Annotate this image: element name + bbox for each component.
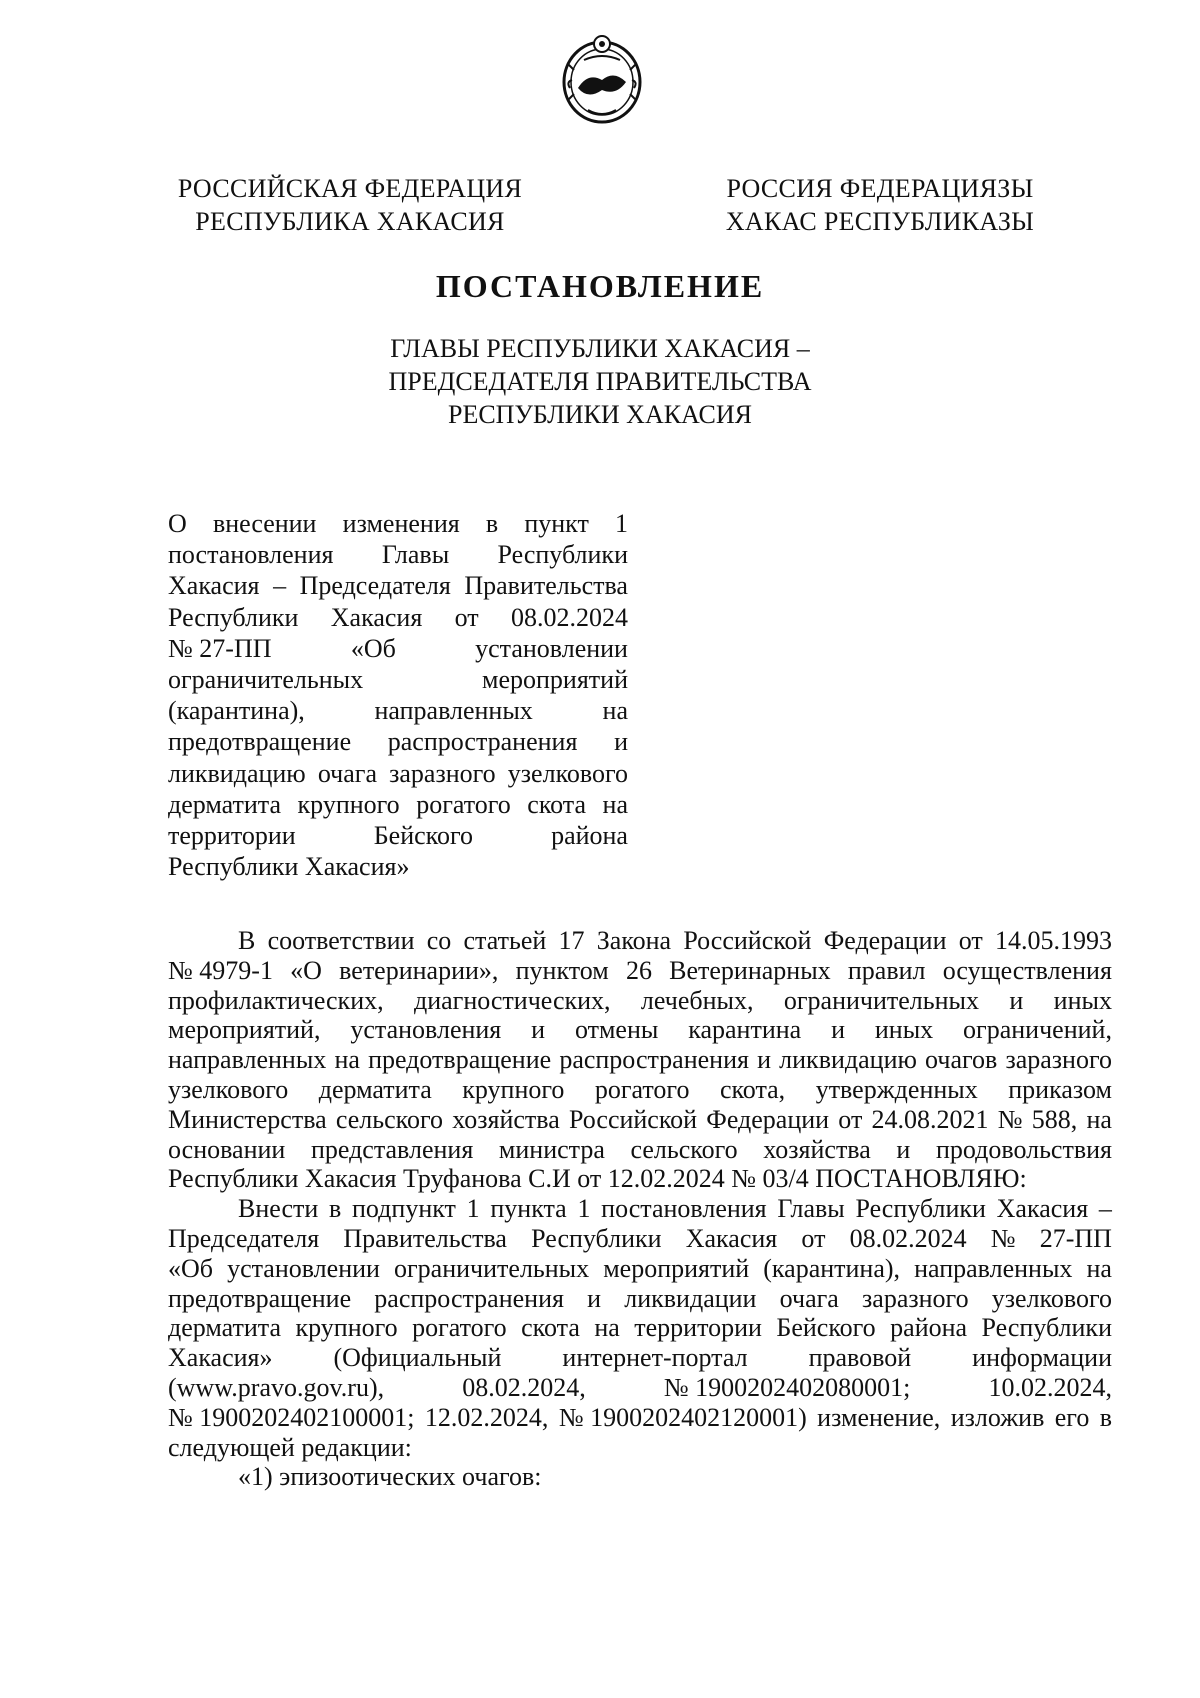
word: иных [874, 1015, 934, 1045]
word: в [1099, 1402, 1112, 1432]
word: заразного [862, 1283, 969, 1313]
text-line [168, 1105, 1112, 1135]
header-russian [150, 172, 550, 238]
word: 10.02.2024, [988, 1372, 1112, 1402]
text-line [168, 1045, 1112, 1075]
word: 08.02.2024 [510, 602, 628, 632]
word: от [958, 926, 983, 955]
text-line [168, 664, 628, 695]
word: изложив [950, 1402, 1045, 1432]
word: заразного [1005, 1045, 1112, 1075]
word: – [273, 571, 287, 601]
word: установления [350, 1015, 502, 1045]
word: ограничений, [963, 1015, 1112, 1045]
word: дерматита [168, 789, 282, 819]
word: интернет-портал [562, 1343, 748, 1373]
word: Ветеринарных [669, 955, 831, 985]
word: на [602, 696, 628, 726]
word: Председателя [168, 1223, 320, 1253]
word: Внести [238, 1194, 319, 1224]
text-line [168, 986, 1112, 1016]
word: Республики Хакасия Труфанова С.И от 12.02.2024 № 03/4 ПОСТАНОВЛЯЮ: [168, 1164, 1027, 1194]
word: министра [498, 1134, 605, 1164]
word: Республики [497, 540, 628, 570]
word: иных [1053, 985, 1112, 1015]
word: Главы [777, 1194, 845, 1224]
word: 1 [615, 509, 628, 538]
word: ограничительных [783, 985, 980, 1015]
word: узелкового [507, 758, 628, 788]
word: 08.02.2024 [849, 1223, 967, 1253]
word: мероприятий [482, 665, 628, 695]
word: 27-ПП [1039, 1223, 1112, 1253]
word: очага [779, 1283, 839, 1313]
word: диагностических, [413, 985, 611, 1015]
word: Федерации [706, 1104, 830, 1134]
word: Хакасия [330, 602, 423, 632]
word: 17 [558, 926, 585, 955]
word: предотвращение [168, 727, 352, 757]
word: скота [527, 789, 587, 819]
word: (карантина), [168, 696, 305, 726]
word: в [485, 509, 499, 538]
word: хозяйства [452, 1104, 560, 1134]
word: крупного [295, 1313, 398, 1343]
word: на [334, 1045, 360, 1075]
word: № [997, 1104, 1023, 1134]
word: на [602, 789, 628, 819]
word: распространения [374, 1283, 564, 1313]
word: крупного [297, 789, 400, 819]
word: и [1009, 985, 1024, 1015]
text-line [168, 758, 628, 789]
authority-line: ПРЕДСЕДАТЕЛЯ ПРАВИТЕЛЬСТВА [388, 367, 812, 396]
word: пунктом [515, 955, 609, 985]
text-line [168, 851, 628, 882]
word: подпункт [352, 1194, 456, 1224]
word: Республики Хакасия» [168, 852, 410, 882]
word: основании [168, 1134, 286, 1164]
word: 24.08.2021 [871, 1104, 989, 1134]
text-line [168, 1433, 1112, 1463]
word: Председателя [299, 571, 451, 601]
text-line [168, 1462, 1112, 1492]
word: пункт [524, 509, 589, 538]
word: дерматита [318, 1074, 432, 1104]
word: и [831, 1015, 845, 1045]
word: предотвращение [368, 1045, 552, 1075]
word: В [238, 926, 256, 955]
word: представления [310, 1134, 474, 1164]
word: внесении [212, 509, 317, 538]
header-left-line: РЕСПУБЛИКА ХАКАСИЯ [195, 207, 505, 236]
word: Республики [531, 1223, 662, 1253]
text-line [168, 1224, 1112, 1254]
word: № 1900202402120001) [558, 1402, 807, 1432]
word: территории [168, 821, 296, 851]
word: Российской [568, 1104, 698, 1134]
word: лечебных, [640, 985, 754, 1015]
word: крупного [462, 1074, 565, 1104]
word: на [594, 1313, 620, 1343]
word: и [531, 1015, 546, 1045]
word: 12.02.2024, [424, 1402, 549, 1432]
word: района [890, 1313, 968, 1343]
word: и [896, 1134, 911, 1164]
word: Правительства [343, 1223, 507, 1253]
word: хозяйства [763, 1134, 871, 1164]
word: ветеринарии», [339, 955, 499, 985]
word: правовой [808, 1343, 912, 1373]
text-line [168, 1194, 1112, 1224]
word: мероприятий, [168, 1015, 321, 1045]
text-line [168, 1313, 1112, 1343]
word: направленных [914, 1253, 1073, 1283]
word: 588, [1031, 1104, 1078, 1134]
word: узелкового [991, 1283, 1112, 1313]
word: установлении [475, 633, 628, 663]
word: Хакасия [685, 1223, 778, 1253]
text-line [168, 633, 628, 664]
word: на [1086, 1253, 1112, 1283]
word: рогатого [416, 789, 511, 819]
word: «Об [350, 633, 396, 663]
word: со [426, 926, 452, 955]
word: ограничительных [168, 665, 364, 695]
word: установлении [227, 1253, 380, 1283]
text-line [168, 1343, 1112, 1373]
word: Закона [596, 926, 672, 955]
word: направленных [168, 1045, 327, 1075]
word: «О [290, 955, 322, 985]
word: 1 [577, 1194, 591, 1224]
word: района [551, 821, 628, 851]
word: отмены [574, 1015, 659, 1045]
word: № 1900202402080001; [663, 1372, 911, 1402]
word: мероприятий [603, 1253, 750, 1283]
word: скота, [719, 1074, 786, 1104]
authority-line: ГЛАВЫ РЕСПУБЛИКИ ХАКАСИЯ – [390, 334, 810, 363]
word: его [1054, 1402, 1090, 1432]
word: очагов [925, 1045, 998, 1075]
text-line [168, 1373, 1112, 1403]
word: заразного [389, 758, 496, 788]
word: 08.02.2024, [462, 1372, 586, 1402]
word: осуществления [942, 955, 1112, 985]
word: изменение, [817, 1402, 941, 1432]
word: продовольствия [935, 1134, 1112, 1164]
word: на [1086, 1104, 1112, 1134]
header-khakas [680, 172, 1080, 238]
word: информации [972, 1343, 1112, 1373]
header-right-line: РОССИЯ ФЕДЕРАЦИЯЗЫ [726, 174, 1034, 203]
word: Хакасия» [168, 1343, 273, 1373]
text-line [168, 539, 628, 570]
text-line [168, 1135, 1112, 1165]
word: Главы [381, 540, 450, 570]
word: (www.pravo.gov.ru), [168, 1372, 385, 1402]
word: территории [634, 1313, 762, 1343]
word: распространения [559, 1045, 749, 1075]
word: «1) эпизоотических очагов: [238, 1462, 542, 1492]
word: правил [847, 955, 926, 985]
word: от [454, 602, 479, 632]
text-line [168, 602, 628, 633]
coat-of-arms-emblem [558, 30, 646, 126]
word: рогатого [412, 1313, 507, 1343]
text-line [168, 1403, 1112, 1433]
text-line [168, 1015, 1112, 1045]
word: от [838, 1104, 863, 1134]
text-line [168, 1075, 1112, 1105]
word: Бейского [776, 1313, 876, 1343]
word: постановления [168, 540, 334, 570]
word: карантина [688, 1015, 802, 1045]
word: (Официальный [333, 1343, 502, 1373]
word: скота [521, 1313, 580, 1343]
word: «Об [168, 1253, 214, 1283]
text-line [168, 926, 1112, 956]
word: от [801, 1223, 826, 1253]
word: рогатого [594, 1074, 690, 1104]
word: № [990, 1223, 1016, 1253]
word: – [1098, 1194, 1112, 1224]
word: профилактических, [168, 985, 384, 1015]
word: О [168, 509, 187, 538]
word: Правительства [464, 571, 628, 601]
word: сельского [630, 1134, 738, 1164]
word: и [757, 1045, 772, 1075]
authority-line: РЕСПУБЛИКИ ХАКАСИЯ [447, 400, 752, 429]
text-line [168, 695, 628, 726]
text-line [168, 570, 628, 601]
word: дерматита [168, 1313, 282, 1343]
word: очага [317, 758, 377, 788]
word: Хакасия [168, 571, 260, 601]
text-line [168, 726, 628, 757]
document-body [168, 926, 1112, 1492]
text-line [168, 956, 1112, 986]
word: ограничительных [394, 1253, 590, 1283]
text-line [168, 1284, 1112, 1314]
word: сельского [335, 1104, 443, 1134]
word: следующей редакции: [168, 1432, 412, 1462]
word: Федерации [823, 926, 947, 955]
word: Республики [981, 1313, 1112, 1343]
word: статьей [463, 926, 547, 955]
word: ликвидацию [168, 758, 306, 788]
word: Республики [855, 1194, 986, 1224]
word: Бейского [373, 821, 473, 851]
word: распространения [387, 727, 578, 757]
word: изменения [342, 509, 460, 538]
text-line [168, 789, 628, 820]
document-subject [168, 508, 628, 882]
text-line [168, 1254, 1112, 1284]
word: № 27-ПП [168, 633, 272, 663]
word: ликвидации [624, 1283, 757, 1313]
word: в [329, 1194, 342, 1224]
header-left-line: РОССИЙСКАЯ ФЕДЕРАЦИЯ [177, 174, 523, 203]
word: утвержденных [815, 1074, 978, 1104]
word: приказом [1008, 1074, 1112, 1104]
word: направленных [374, 696, 533, 726]
text-line [168, 508, 628, 539]
word: постановления [601, 1194, 767, 1224]
text-line [168, 820, 628, 851]
text-line [168, 1164, 1112, 1194]
document-title: ПОСТАНОВЛЕНИЕ [435, 268, 765, 304]
header-right-line: ХАКАС РЕСПУБЛИКАЗЫ [725, 207, 1035, 236]
word: соответствии [267, 926, 415, 955]
word: (карантина), [763, 1253, 901, 1283]
word: 26 [625, 955, 652, 985]
word: № 4979-1 [168, 955, 273, 985]
word: Республики [168, 602, 299, 632]
issuing-authority [0, 332, 1200, 431]
word: ликвидацию [779, 1045, 917, 1075]
word: Российской [683, 926, 812, 955]
word: предотвращение [168, 1283, 352, 1313]
word: и [587, 1283, 602, 1313]
word: Хакасия [996, 1194, 1089, 1224]
word: и [614, 727, 628, 757]
word: 14.05.1993 [995, 926, 1112, 955]
word: № 1900202402100001; [168, 1402, 415, 1432]
word: пункта [490, 1194, 567, 1224]
word: 1 [466, 1194, 480, 1224]
word: узелкового [168, 1074, 289, 1104]
word: Министерства [168, 1104, 327, 1134]
